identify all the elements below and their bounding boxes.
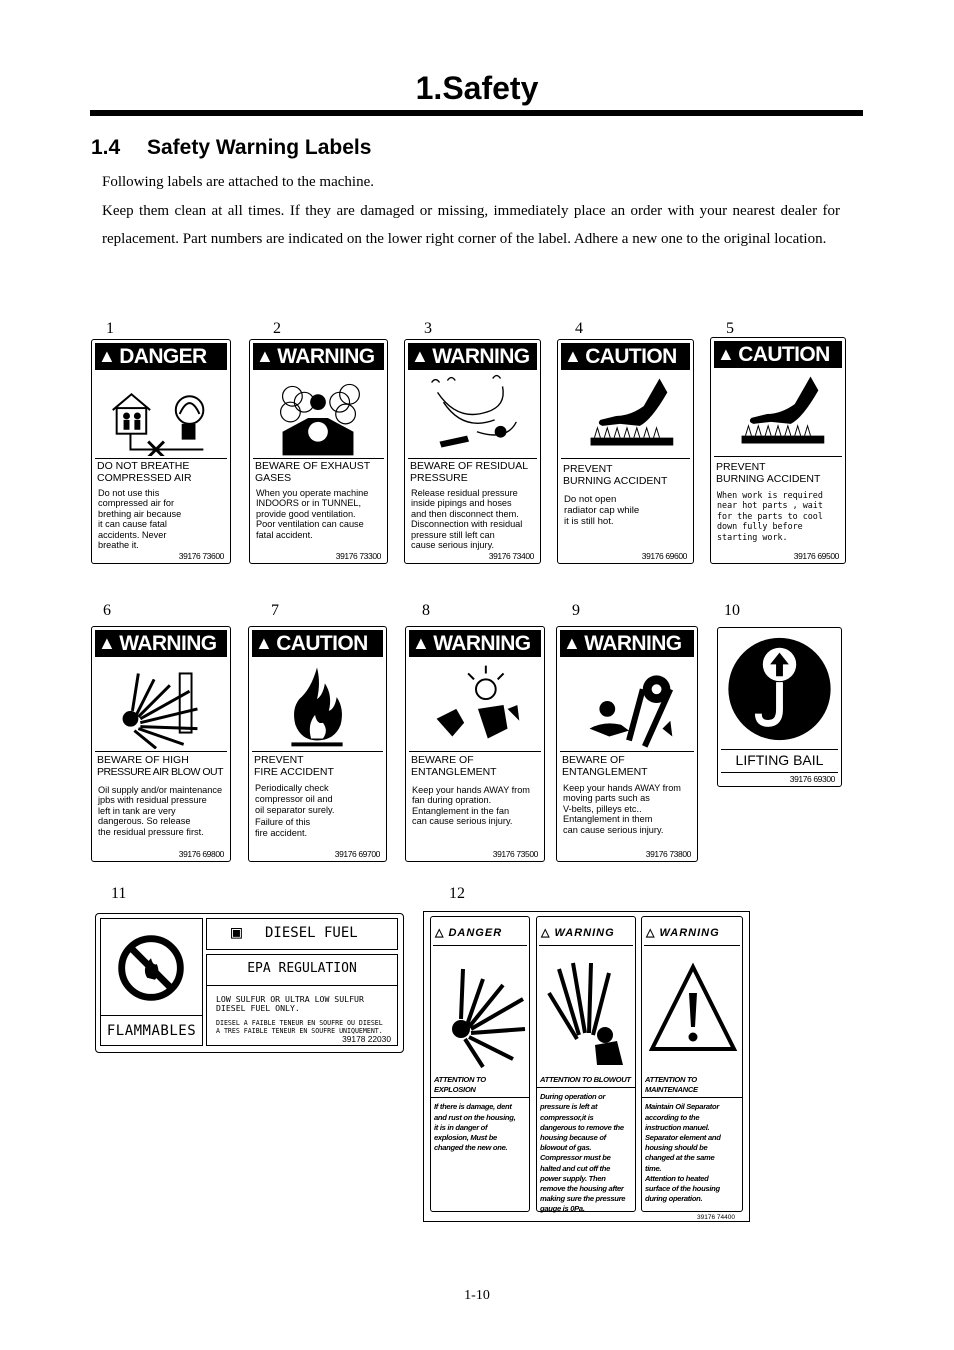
label12-col-warning-blowout: △ WARNING ATTENTION TO BLOWOUT During operation or pressure is left at compressor,it is dangerous to remove the housing because of blowout of gas. Compressor must be halted and cut off the power supply. Then remove the housing after making sure the pressure gauge is 0Pa. — [536, 916, 636, 1212]
label-number: 5 — [726, 320, 734, 337]
label-number: 10 — [724, 602, 740, 619]
warning-triangle-icon: ▲ — [412, 633, 430, 653]
signal-header: ▲ WARNING — [408, 343, 537, 370]
part-number: 39176 73300 — [335, 551, 381, 561]
warning-triangle-icon: ▲ — [563, 633, 581, 653]
label-number: 9 — [572, 602, 580, 619]
flammables-text: FLAMMABLES — [106, 1023, 197, 1039]
diesel-fuel-panel — [206, 918, 398, 950]
safety-label-8: ▲ WARNING BEWARE OF ENTANGLEMENT Keep your hands AWAY from fan during opration. Entanglement in the fan can cause serious injury. 39176 73500 — [405, 626, 545, 862]
label12-col-warning-maintenance: △ WARNING ATTENTION TO MAINTENANCE Maintain Oil Separator according to the instruction manuel. Separator element and housing should be changed at the same time. Attention to heated surface of the housing during operation. — [641, 916, 743, 1212]
safety-label-5: ▲ CAUTION PREVENT BURNING ACCIDENT When work is required near hot parts , wait for the parts to cool down fully before starting work. 39176 69500 — [710, 337, 846, 564]
label-number: 3 — [424, 320, 432, 337]
warning-triangle-icon: ▲ — [717, 344, 735, 364]
label-body: Release residual pressure inside pipings and hoses and then disconnect them. Disconnection with residual pressure still left can cause serious injury. — [411, 488, 523, 551]
label-number: 2 — [273, 320, 281, 337]
signal-header: ▲ DANGER — [95, 343, 227, 370]
safety-label-2: ▲ WARNING BEWARE OF EXHAUST GASES When you operate machine INDOORS or in TUNNEL, provide good ventilation. Poor ventilation can cause fatal accident. 39176 73300 — [249, 339, 388, 564]
regulation-panel — [206, 954, 398, 1046]
label-body: When work is required near hot parts , wait for the parts to cool down fully before starting work. — [717, 490, 823, 542]
intro-line: Following labels are attached to the machine. — [102, 174, 374, 190]
section-number: 1.4 — [91, 136, 121, 159]
page-number: 1-10 — [464, 1288, 490, 1303]
signal-header: ▲ CAUTION — [561, 343, 690, 370]
page-title: 1.Safety — [415, 70, 539, 106]
label-body: Do not open radiator cap while it is still hot. — [564, 494, 640, 527]
safety-label-10 — [717, 627, 842, 787]
intro-paragraph: Keep them clean at all times. If they are damaged or missing, immediately place an order with your nearest dealer for replacement. Part numbers are indicated on the lower right corner of the label. Adhere a new one to the original location. — [102, 203, 840, 247]
part-number: 39176 73500 — [492, 849, 538, 859]
diesel-fuel-text: DIESEL FUEL — [265, 925, 358, 941]
exclamation-triangle-icon — [644, 947, 742, 1071]
label-title: LIFTING BAIL — [735, 752, 824, 768]
no-fire-icon — [101, 925, 202, 1013]
signal-header: ▲ CAUTION — [714, 341, 842, 368]
label-body: Keep your hands AWAY from moving parts such as V-belts, pilleys etc.. Entanglement in them can cause serious injury. — [563, 783, 681, 835]
part-number: 39176 73600 — [178, 551, 224, 561]
label-number: 8 — [422, 602, 430, 619]
safety-label-1: ▲ DANGER DO NOT BREATHE COMPRESSED AIR Do not use this compressed air for brething air because it can cause fatal accidents. Never breathe it. 39176 73600 — [91, 339, 231, 564]
part-number: 39176 74400 — [697, 1214, 735, 1221]
label12-text: ATTENTION TO MAINTENANCE Maintain Oil Separator according to the instruction manuel. Separator element and housing should be changed at the same time. Attention to heated surface of the housing during operation. — [645, 1075, 740, 1204]
part-number: 39176 69700 — [334, 849, 380, 859]
label-body: Keep your hands AWAY from fan during opration. Entanglement in the fan can cause serious injury. — [412, 785, 530, 827]
residual-pressure-icon — [408, 372, 537, 456]
label-number: 7 — [271, 602, 279, 619]
signal-header: ▲ WARNING — [560, 630, 694, 657]
exhaust-gas-icon — [253, 372, 384, 456]
label-number: 4 — [575, 320, 583, 337]
signal-header: ▲ WARNING — [95, 630, 227, 657]
signal-header: ▲ WARNING — [253, 343, 384, 370]
label-body: When you operate machine INDOORS or in TUNNEL, provide good ventilation. Poor ventilation can cause fatal accident. — [256, 488, 369, 540]
part-number: 39176 69600 — [641, 551, 687, 561]
no-breathe-icon — [95, 372, 227, 456]
label-body: Periodically check compressor oil and oil separator surely. Failure of this fire accident. — [255, 783, 335, 838]
warning-triangle-icon: △ — [646, 927, 656, 939]
french-text: DIESEL A FAIBLE TENEUR EN SOUFRE OU DIESEL A TRES FAIBLE TENEUR EN SOUFRE UNIQUEMENT. — [216, 1019, 383, 1035]
signal-header: ▲ CAUTION — [252, 630, 383, 657]
english-text: LOW SULFUR OR ULTRA LOW SULFUR DIESEL FUEL ONLY. — [216, 994, 364, 1013]
label-body: Oil supply and/or maintenance jpbs with residual pressure left in tank are very dangerous. So release the residual pressure first. — [98, 785, 223, 837]
warning-triangle-icon: ▲ — [564, 346, 582, 366]
part-number: 39176 69800 — [178, 849, 224, 859]
label-body: Do not use this compressed air for brething air because it can cause fatal accidents. Never breathe it. — [98, 488, 182, 551]
hot-surface-icon — [561, 372, 690, 456]
label-number: 12 — [449, 885, 465, 902]
warning-triangle-icon: ▲ — [98, 633, 116, 653]
section-heading — [91, 136, 371, 160]
safety-label-4: ▲ CAUTION PREVENT BURNING ACCIDENT Do not open radiator cap while it is still hot. 39176 69600 — [557, 339, 694, 564]
belt-entanglement-icon — [560, 659, 694, 749]
part-number: 39178 22030 — [342, 1034, 391, 1044]
explosion-icon — [95, 659, 227, 749]
safety-label-6: ▲ WARNING BEWARE OF HIGH PRESSURE AIR BLOW OUT Oil supply and/or maintenance jpbs with residual pressure left in tank are very dangerous. So release the residual pressure first. 39176 69800 — [91, 626, 231, 862]
fan-entanglement-icon — [409, 659, 541, 749]
label12-text: ATTENTION TO BLOWOUT During operation or pressure is left at compressor,it is dangerous to remove the housing because of blowout of gas. Compressor must be halted and cut off the power supply. Then remove the housing after making sure the pressure gauge is 0Pa. — [540, 1075, 633, 1215]
safety-label-7: ▲ CAUTION PREVENT FIRE ACCIDENT Periodically check compressor oil and oil separator surely. Failure of this fire accident. 39176 69700 — [248, 626, 387, 862]
safety-label-12 — [423, 911, 750, 1222]
hot-surface-icon — [714, 370, 842, 454]
lifting-hook-icon — [721, 632, 838, 746]
epa-text: EPA REGULATION — [247, 961, 357, 976]
warning-triangle-icon: ▲ — [255, 633, 273, 653]
section-title: Safety Warning Labels — [147, 136, 372, 159]
label-number: 6 — [103, 602, 111, 619]
warning-triangle-icon: ▲ — [411, 346, 429, 366]
warning-triangle-icon: ▲ — [256, 346, 274, 366]
label12-text: ATTENTION TO EXPLOSION If there is damage, dent and rust on the housing, it is in danger of explosion, Must be changed the new one. — [434, 1075, 527, 1153]
safety-label-3: ▲ WARNING BEWARE OF RESIDUAL PRESSURE Release residual pressure inside pipings and hoses and then disconnect them. Disconnection with residual pressure still left can cause serious injury. 39176 73400 — [404, 339, 541, 564]
label-number: 11 — [111, 885, 127, 902]
label12-col-danger: △ DANGER ATTENTION TO EXPLOSION If there is damage, dent and rust on the housing, it is in danger of explosion, Must be changed the new one. — [430, 916, 530, 1212]
title-rule — [90, 110, 863, 116]
fuel-pump-icon: ▣ — [231, 922, 242, 943]
part-number: 39176 69500 — [793, 551, 839, 561]
part-number: 39176 73800 — [645, 849, 691, 859]
blowout-icon — [539, 947, 635, 1071]
safety-label-11 — [95, 913, 404, 1053]
part-number: 39176 69300 — [789, 774, 835, 784]
flame-icon — [252, 659, 383, 749]
part-number: 39176 73400 — [488, 551, 534, 561]
label-number: 1 — [106, 320, 114, 337]
warning-triangle-icon: △ — [435, 927, 445, 939]
safety-label-9: ▲ WARNING BEWARE OF ENTANGLEMENT Keep your hands AWAY from moving parts such as V-belts, pilleys etc.. Entanglement in them can cause serious injury. 39176 73800 — [556, 626, 698, 862]
warning-triangle-icon: △ — [541, 927, 551, 939]
signal-header: ▲ WARNING — [409, 630, 541, 657]
explosion-icon — [433, 947, 529, 1071]
warning-triangle-icon: ▲ — [98, 346, 116, 366]
flammables-panel — [100, 918, 203, 1046]
